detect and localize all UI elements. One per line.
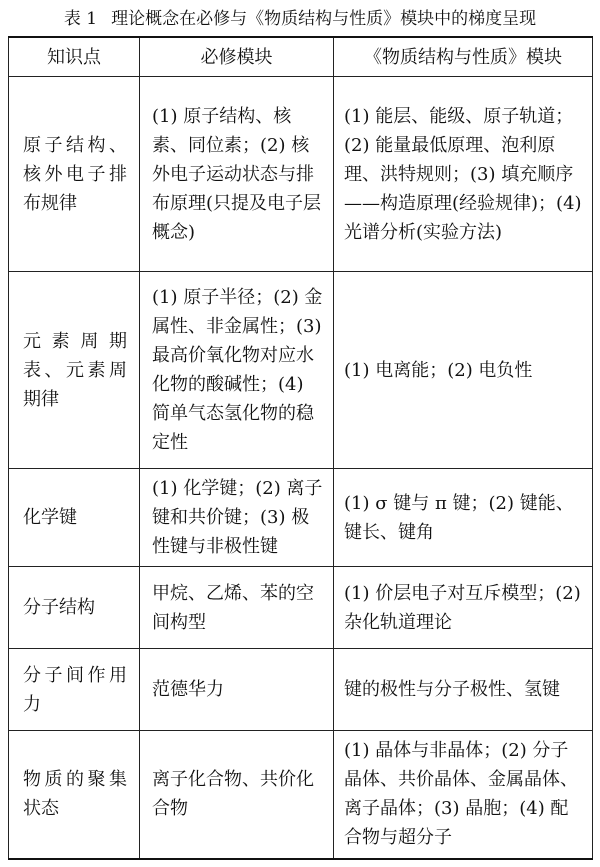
elective-cell: (1) 价层电子对互斥模型；(2) 杂化轨道理论 (334, 567, 593, 649)
elective-cell: (1) 晶体与非晶体；(2) 分子晶体、共价晶体、金属晶体、离子晶体；(3) 晶胞；(4) 配合物与超分子 (334, 731, 593, 859)
required-cell: 范德华力 (140, 649, 334, 731)
gradient-table (8, 36, 593, 860)
table-header-row (9, 37, 593, 77)
table-row (9, 77, 593, 272)
table-row (9, 567, 593, 649)
elective-cell: (1) 能层、能级、原子轨道；(2) 能量最低原理、泡利原理、洪特规则；(3) 填充顺序——构造原理(经验规律)；(4) 光谱分析(实验方法) (334, 77, 593, 272)
required-cell: 离子化合物、共价化合物 (140, 731, 334, 859)
elective-cell: 键的极性与分子极性、氢键 (334, 649, 593, 731)
required-cell: 甲烷、乙烯、苯的空间构型 (140, 567, 334, 649)
table-row (9, 272, 593, 469)
table-row (9, 649, 593, 731)
topic-cell: 化学键 (9, 469, 140, 567)
elective-cell: (1) σ 键与 π 键；(2) 键能、键长、键角 (334, 469, 593, 567)
header-elective-module: 《物质结构与性质》模块 (334, 37, 593, 77)
table-row (9, 731, 593, 859)
required-cell: (1) 化学键；(2) 离子键和共价键；(3) 极性键与非极性键 (140, 469, 334, 567)
table-title: 理论概念在必修与《物质结构与性质》模块中的梯度呈现 (111, 9, 537, 29)
table-number: 表 1 (63, 9, 98, 29)
topic-cell: 分子结构 (9, 567, 140, 649)
topic-cell: 原子结构、核外电子排布规律 (9, 77, 140, 272)
required-cell: (1) 原子结构、核素、同位素；(2) 核外电子运动状态与排布原理(只提及电子层概念) (140, 77, 334, 272)
table-caption (8, 6, 592, 36)
topic-cell: 元素周期表、元素周期律 (9, 272, 140, 469)
header-required-module: 必修模块 (140, 37, 334, 77)
topic-cell: 物质的聚集状态 (9, 731, 140, 859)
required-cell: (1) 原子半径；(2) 金属性、非金属性；(3) 最高价氧化物对应水化物的酸碱性；(4) 简单气态氢化物的稳定性 (140, 272, 334, 469)
elective-cell: (1) 电离能；(2) 电负性 (334, 272, 593, 469)
topic-cell: 分子间作用力 (9, 649, 140, 731)
header-knowledge-point: 知识点 (9, 37, 140, 77)
table-row (9, 469, 593, 567)
